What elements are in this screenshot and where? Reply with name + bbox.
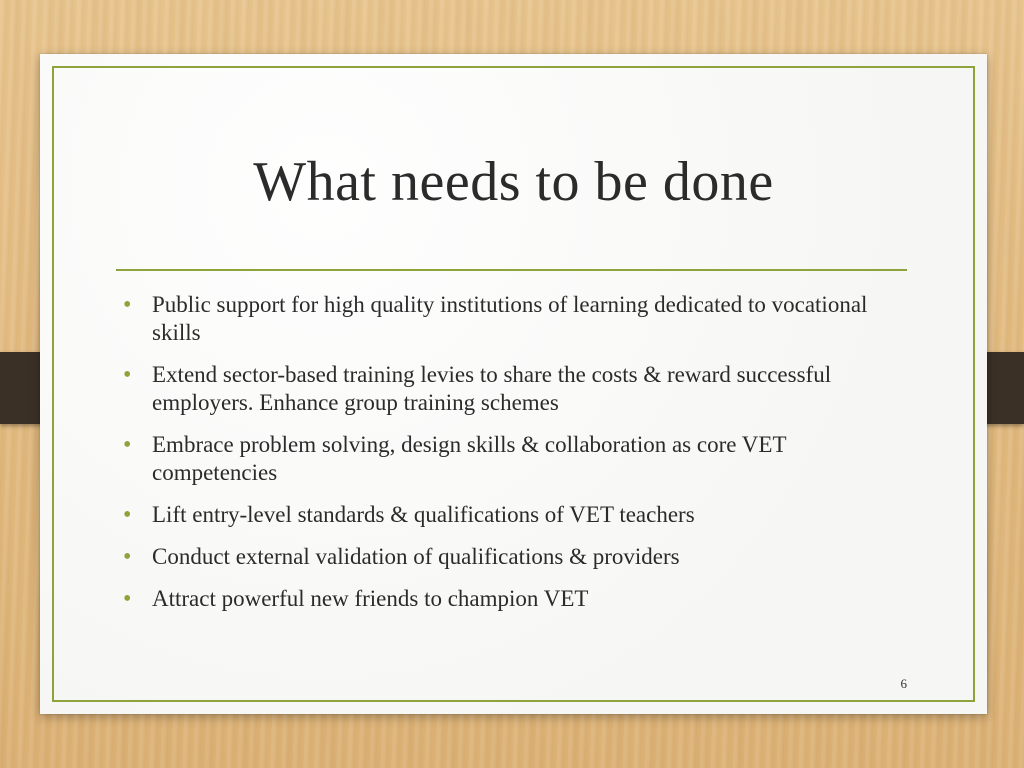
bullet-icon: • — [123, 432, 132, 458]
bullet-item — [123, 585, 910, 613]
bullet-text: Conduct external validation of qualifications & providers — [152, 544, 680, 569]
bullet-item — [123, 291, 910, 347]
slide-paper — [40, 54, 987, 714]
bullet-icon: • — [123, 362, 132, 388]
bullet-text: Extend sector-based training levies to share the costs & reward successful employers. Enhance group training schemes — [152, 362, 832, 415]
bullet-icon: • — [123, 586, 132, 612]
bullet-icon: • — [123, 502, 132, 528]
bullet-icon: • — [123, 544, 132, 570]
slide-title: What needs to be done — [253, 151, 774, 213]
bullet-item — [123, 361, 910, 417]
bullet-item — [123, 431, 910, 487]
bullet-text: Attract powerful new friends to champion VET — [152, 586, 589, 611]
bullet-list — [123, 291, 910, 627]
bullet-item — [123, 501, 910, 529]
bullet-text: Embrace problem solving, design skills & collaboration as core VET competencies — [152, 432, 787, 485]
bullet-item — [123, 543, 910, 571]
page-number: 6 — [900, 676, 907, 691]
bullet-text: Lift entry-level standards & qualifications of VET teachers — [152, 502, 695, 527]
bullet-text: Public support for high quality institutions of learning dedicated to vocational skills — [152, 292, 868, 345]
title-divider — [116, 269, 907, 271]
bullet-icon: • — [123, 292, 132, 318]
